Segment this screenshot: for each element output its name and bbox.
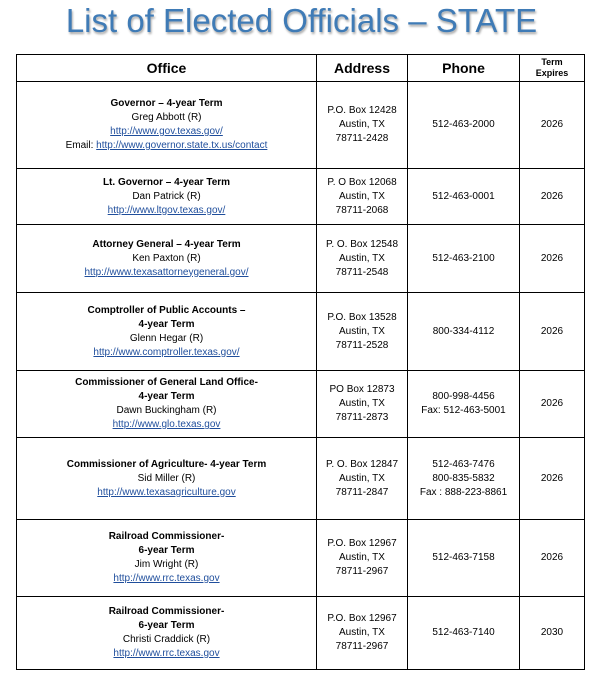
- term-expires: 2026: [520, 438, 585, 520]
- header-term-line1: Term: [541, 57, 563, 67]
- website-line: [17, 418, 316, 432]
- address-line: 78711-2068: [335, 204, 389, 216]
- email-line: [17, 139, 316, 153]
- address-line: P. O. Box 12548: [325, 238, 399, 250]
- term-expires: 2026: [520, 371, 585, 438]
- office-title: Commissioner of Agriculture- 4-year Term: [66, 458, 267, 470]
- address-line: 78711-2548: [335, 266, 389, 278]
- address-line: P.O. Box 12967: [327, 538, 397, 549]
- header-term-expires: [520, 55, 585, 82]
- address-line: Austin, TX: [339, 398, 385, 409]
- header-phone: Phone: [408, 55, 520, 82]
- website-link[interactable]: http://www.comptroller.texas.gov/: [93, 346, 240, 358]
- office-cell: [17, 293, 317, 371]
- office-cell: [17, 225, 317, 293]
- term-expires: 2026: [520, 169, 585, 225]
- header-office: Office: [17, 55, 317, 82]
- official-name: Christi Craddick (R): [122, 634, 211, 645]
- website-link[interactable]: http://www.texasattorneygeneral.gov/: [84, 266, 249, 278]
- phone-number: 800-835-5832: [432, 472, 495, 484]
- phone-number: 512-463-7140: [432, 627, 495, 638]
- phone-cell: [408, 371, 520, 438]
- website-line: [17, 125, 316, 139]
- website-link[interactable]: http://www.rrc.texas.gov: [113, 648, 220, 659]
- term-expires: 2030: [520, 597, 585, 670]
- header-term-line2: Expires: [535, 68, 569, 78]
- office-title: Attorney General – 4-year Term: [92, 238, 241, 250]
- office-title: Railroad Commissioner-: [108, 606, 225, 617]
- table-row: [17, 597, 585, 670]
- address-line: P.O. Box 12967: [327, 613, 397, 624]
- phone-number: Fax : 888-223-8861: [419, 486, 508, 498]
- table-row: [17, 371, 585, 438]
- address-line: 78711-2528: [335, 339, 389, 351]
- phone-cell: [408, 438, 520, 520]
- website-line: [17, 204, 316, 218]
- table-row: [17, 82, 585, 169]
- address-line: P.O. Box 12428: [327, 105, 397, 116]
- phone-cell: [408, 225, 520, 293]
- official-name: Greg Abbott (R): [131, 112, 202, 123]
- office-cell: [17, 520, 317, 597]
- office-cell: [17, 169, 317, 225]
- office-title: 4-year Term: [138, 318, 195, 330]
- phone-cell: [408, 520, 520, 597]
- office-cell: [17, 82, 317, 169]
- official-name: Glenn Hegar (R): [129, 332, 204, 344]
- address-line: 78711-2967: [335, 641, 389, 652]
- office-title: Commissioner of General Land Office-: [75, 377, 258, 388]
- website-link[interactable]: http://www.gov.texas.gov/: [110, 126, 223, 137]
- table-row: [17, 293, 585, 371]
- website-line: [17, 486, 316, 500]
- address-cell: [317, 520, 408, 597]
- address-cell: [317, 371, 408, 438]
- office-cell: [17, 438, 317, 520]
- email-link[interactable]: http://www.governor.state.tx.us/contact: [96, 140, 268, 151]
- official-name: Ken Paxton (R): [132, 252, 201, 264]
- address-line: P. O Box 12068: [327, 176, 397, 188]
- address-line: 78711-2847: [335, 486, 389, 498]
- website-link[interactable]: http://www.rrc.texas.gov: [113, 573, 220, 584]
- office-cell: [17, 371, 317, 438]
- header-address: Address: [317, 55, 408, 82]
- office-title: Governor – 4-year Term: [110, 98, 223, 109]
- table-row: [17, 520, 585, 597]
- email-label: Email:: [65, 140, 97, 151]
- table-row: [17, 438, 585, 520]
- address-line: Austin, TX: [339, 472, 385, 484]
- official-name: Sid Miller (R): [137, 472, 196, 484]
- office-title: Lt. Governor – 4-year Term: [102, 176, 231, 188]
- address-cell: [317, 597, 408, 670]
- address-line: PO Box 12873: [329, 384, 395, 395]
- address-line: P. O. Box 12847: [325, 458, 399, 470]
- official-name: Dan Patrick (R): [132, 190, 201, 202]
- term-expires: 2026: [520, 293, 585, 371]
- phone-number: 512-463-2100: [432, 252, 495, 264]
- office-title: 6-year Term: [138, 545, 195, 556]
- address-line: Austin, TX: [339, 119, 385, 130]
- office-title: Comptroller of Public Accounts –: [87, 304, 246, 316]
- office-cell: [17, 597, 317, 670]
- phone-number: 800-334-4112: [432, 325, 495, 337]
- table-row: [17, 169, 585, 225]
- phone-number: 512-463-2000: [432, 119, 495, 130]
- officials-table: [16, 54, 585, 670]
- website-line: [17, 647, 316, 661]
- phone-cell: [408, 169, 520, 225]
- term-expires: 2026: [520, 225, 585, 293]
- address-cell: [317, 293, 408, 371]
- address-line: Austin, TX: [339, 552, 385, 563]
- table-row: [17, 225, 585, 293]
- phone-cell: [408, 82, 520, 169]
- term-expires: 2026: [520, 82, 585, 169]
- address-cell: [317, 225, 408, 293]
- page-title: List of Elected Officials – STATE: [65, 2, 538, 39]
- address-cell: [317, 438, 408, 520]
- office-title: 4-year Term: [138, 391, 195, 402]
- phone-number: 800-998-4456: [432, 391, 495, 402]
- address-line: 78711-2873: [335, 412, 389, 423]
- term-expires: 2026: [520, 520, 585, 597]
- phone-cell: [408, 293, 520, 371]
- official-name: Dawn Buckingham (R): [116, 405, 217, 416]
- address-line: 78711-2967: [335, 566, 389, 577]
- address-line: Austin, TX: [339, 627, 385, 638]
- header-row: [17, 55, 585, 82]
- website-link[interactable]: http://www.texasagriculture.gov: [97, 486, 236, 498]
- website-line: [17, 572, 316, 586]
- phone-number: Fax: 512-463-5001: [421, 405, 506, 416]
- address-cell: [317, 169, 408, 225]
- phone-number: 512-463-7476: [432, 458, 495, 470]
- website-line: [17, 266, 316, 280]
- office-title: Railroad Commissioner-: [108, 531, 225, 542]
- address-line: 78711-2428: [335, 133, 389, 144]
- address-line: P.O. Box 13528: [327, 311, 397, 323]
- official-name: Jim Wright (R): [134, 559, 199, 570]
- address-line: Austin, TX: [339, 190, 385, 202]
- website-line: [17, 346, 316, 360]
- address-line: Austin, TX: [339, 252, 385, 264]
- website-link[interactable]: http://www.ltgov.texas.gov/: [107, 204, 226, 216]
- website-link[interactable]: http://www.glo.texas.gov: [112, 419, 221, 430]
- phone-number: 512-463-7158: [432, 552, 495, 563]
- address-line: Austin, TX: [339, 325, 385, 337]
- office-title: 6-year Term: [138, 620, 195, 631]
- address-cell: [317, 82, 408, 169]
- phone-number: 512-463-0001: [432, 190, 495, 202]
- phone-cell: [408, 597, 520, 670]
